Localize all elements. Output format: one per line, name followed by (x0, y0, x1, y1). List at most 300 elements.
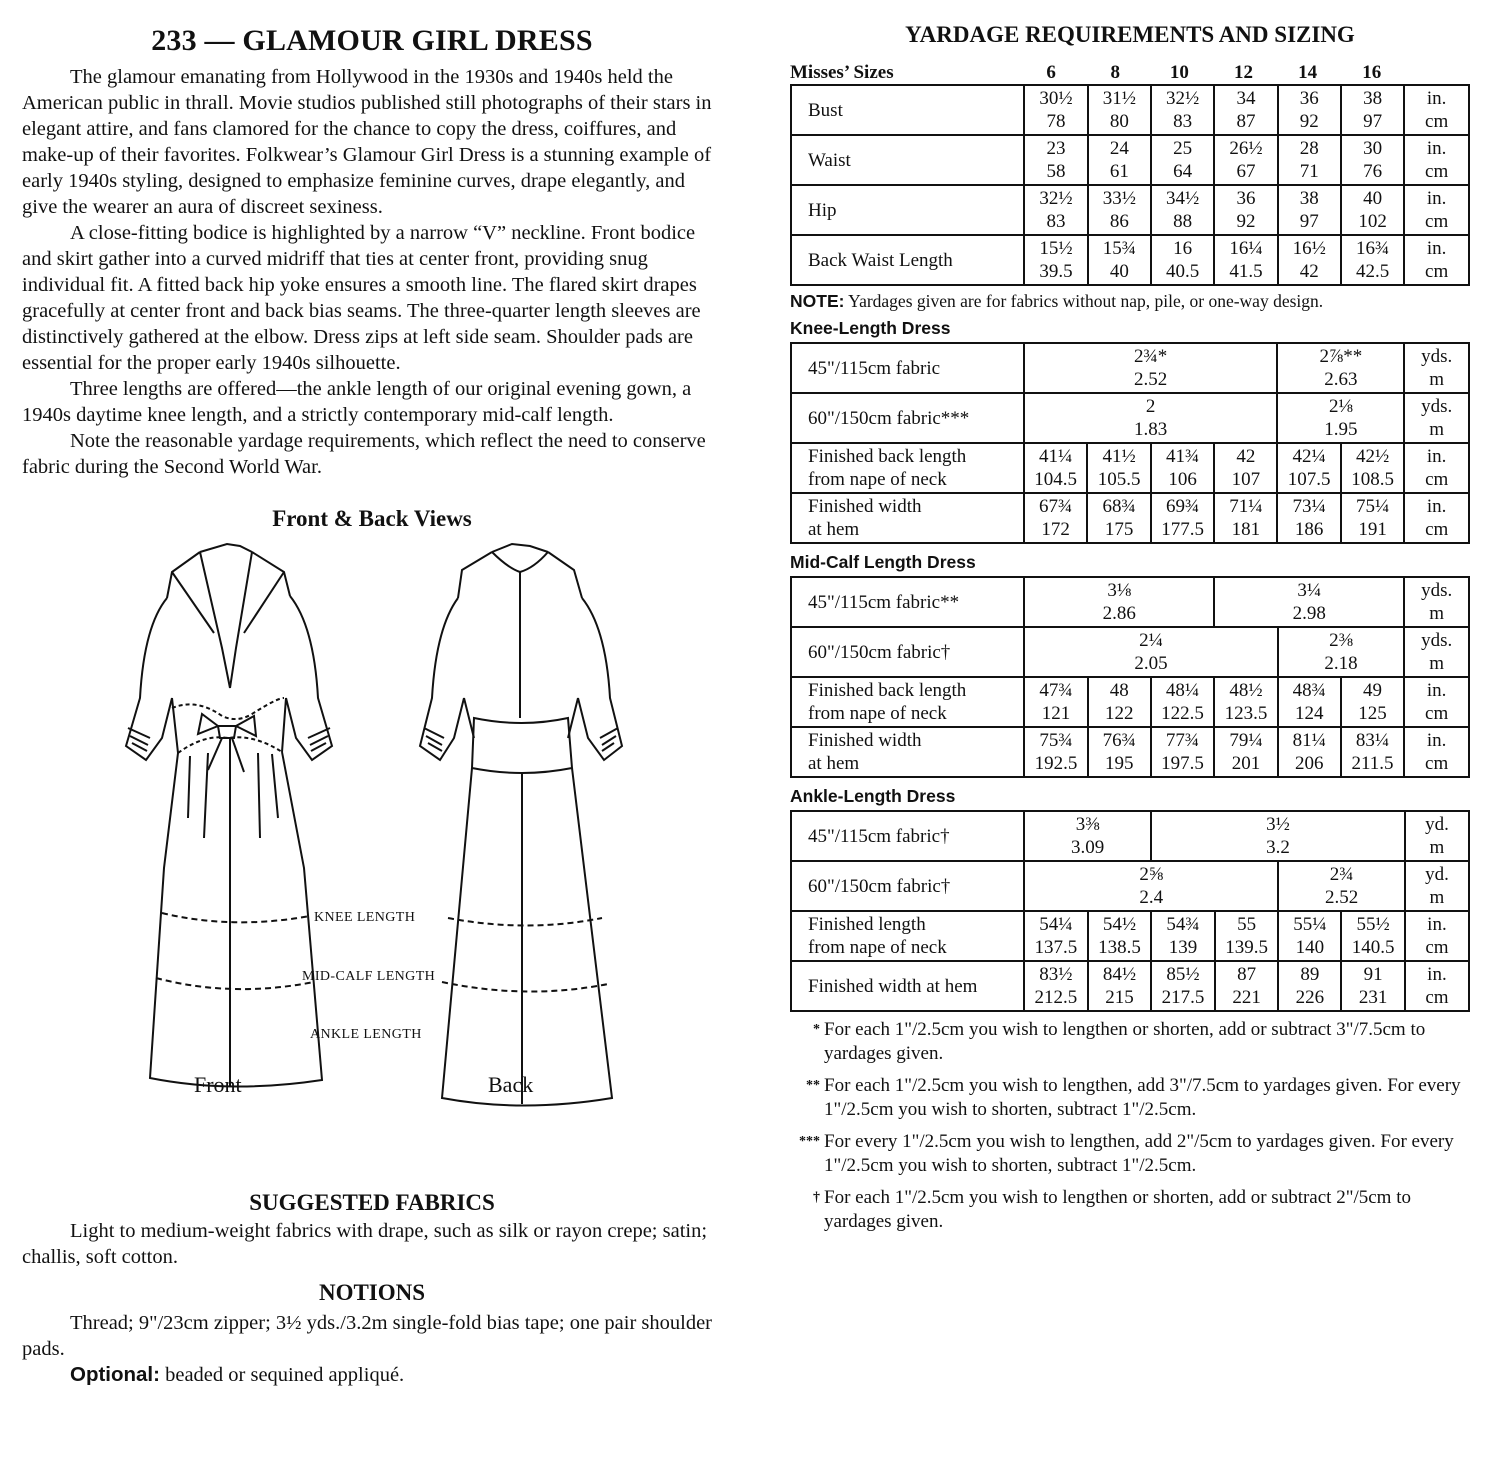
size-value (1024, 235, 1087, 285)
size-value (1151, 493, 1215, 543)
value-line-2: 88 (1173, 211, 1193, 232)
size-value (1278, 235, 1341, 285)
footnote-mark: † (813, 1190, 820, 1205)
size-value (1088, 677, 1151, 727)
size-value (1278, 727, 1341, 777)
size-value (1341, 235, 1404, 285)
right-column (790, 20, 1470, 1242)
size-value (1278, 185, 1341, 235)
value-line-2: cm (1425, 469, 1449, 490)
value-line-2: 105.5 (1097, 469, 1141, 490)
value-line-2: cm (1425, 111, 1449, 132)
row-label: Hip (791, 185, 1024, 235)
value-line-2: cm (1425, 703, 1449, 724)
size-value (1088, 911, 1152, 961)
size-header: 10 (1169, 62, 1189, 83)
measurement-row (791, 85, 1469, 135)
value-line-2: 61 (1109, 161, 1129, 182)
value-line-1: 36 (1299, 88, 1319, 109)
value-line-2: 39.5 (1039, 261, 1073, 282)
value-line-2: 104.5 (1034, 469, 1077, 490)
value-line-2: 139.5 (1225, 937, 1268, 958)
value-line-1: 67¾ (1038, 496, 1073, 517)
value-line-2: 97 (1363, 111, 1383, 132)
value-line-2: 2.4 (1139, 887, 1164, 908)
value-line-2: 108.5 (1351, 469, 1394, 490)
size-value (1277, 493, 1341, 543)
value-line-1: 3½ (1266, 814, 1290, 835)
value-line-2: 83 (1046, 211, 1066, 232)
value-line-1: 89 (1300, 964, 1320, 985)
value-line-2: 42.5 (1355, 261, 1390, 282)
size-value (1024, 493, 1088, 543)
value-line-2: 102 (1358, 211, 1387, 232)
value-line-1: 3¼ (1297, 580, 1322, 601)
value-line-1: in. (1426, 446, 1447, 467)
unit-label (1404, 627, 1469, 677)
value-line-2: 78 (1046, 111, 1066, 132)
size-header: 14 (1298, 62, 1318, 83)
value-line-2: 138.5 (1098, 937, 1141, 958)
value-line-2: m (1429, 603, 1445, 624)
value-line-2: 139 (1168, 937, 1198, 958)
value-line-2: 121 (1041, 703, 1071, 724)
size-value (1341, 85, 1404, 135)
description-paragraph: Note the reasonable yardage requirements, which reflect the need to conserve fabric during the Second World War. (22, 430, 706, 478)
size-value (1151, 85, 1214, 135)
value-line-2: 181 (1231, 519, 1261, 540)
value-line-1: 2⅜ (1329, 630, 1353, 651)
unit-label (1404, 677, 1469, 727)
size-value (1341, 185, 1404, 235)
value-line-2: 172 (1041, 519, 1070, 540)
value-line-1: 2¾* (1133, 346, 1168, 367)
knee-length-table (790, 342, 1470, 544)
fabric-label: 45"/115cm fabric** (791, 577, 1024, 627)
size-value (1087, 443, 1151, 493)
value-line-2: cm (1425, 211, 1449, 232)
footnote-mark: ** (806, 1078, 820, 1093)
yardage-value (1277, 343, 1404, 393)
value-line-2: 2.52 (1133, 369, 1168, 390)
row-label (791, 493, 1024, 543)
unit-label (1404, 235, 1469, 285)
size-value (1214, 135, 1277, 185)
value-line-1: 38 (1363, 88, 1383, 109)
value-line-2: 140 (1295, 937, 1325, 958)
row-label: Back Waist Length (791, 235, 1024, 285)
value-line-2: 41.5 (1229, 261, 1263, 282)
note-label: NOTE: (790, 291, 845, 311)
size-value (1341, 443, 1405, 493)
value-line-2: 58 (1046, 161, 1066, 182)
value-line-1: Finished length (808, 914, 926, 935)
size-value (1088, 85, 1151, 135)
value-line-2: 71 (1299, 161, 1319, 182)
value-line-1: 2¼ (1139, 630, 1163, 651)
unit-label (1404, 343, 1469, 393)
unit-label (1404, 493, 1469, 543)
size-value (1151, 235, 1214, 285)
value-line-2: 42 (1299, 261, 1319, 282)
size-value (1024, 443, 1088, 493)
value-line-1: 16¾ (1355, 238, 1390, 259)
description-paragraph: The glamour emanating from Hollywood in the 1930s and 1940s held the American public in thrall. Movie studios published still photographs of their stars in elegant attire, and fans clamored for the chance to copy the dress, coiffures, and make-up of their favorites. Folkwear’s Glamour Girl Dress is a stunning example of early 1940s styling, designed to emphasize feminine curves, drape elegantly, and give the wearer an aura of discreet sexiness. (22, 66, 712, 218)
value-line-1: in. (1426, 188, 1447, 209)
value-line-1: 76¾ (1102, 730, 1136, 751)
measurement-row (791, 135, 1469, 185)
measurement-row (791, 185, 1469, 235)
row-label: Bust (791, 85, 1024, 135)
footnote-text: For each 1"/2.5cm you wish to lengthen, add 3"/7.5cm to yardages given. For every 1"/2.5cm you wish to shorten, subtract 1"/2.5cm. (824, 1075, 1461, 1120)
value-line-2: 107 (1231, 469, 1261, 490)
value-line-2: 212.5 (1034, 987, 1078, 1008)
value-line-1: 25 (1173, 138, 1193, 159)
value-line-1: 2⅛ (1328, 396, 1353, 417)
fabric-row (791, 343, 1469, 393)
value-line-2: 1.83 (1133, 419, 1168, 440)
value-line-2: 123.5 (1224, 703, 1268, 724)
value-line-1: yds. (1421, 396, 1453, 417)
value-line-2: cm (1425, 519, 1449, 540)
value-line-1: 73¼ (1292, 496, 1326, 517)
value-line-2: 64 (1173, 161, 1193, 182)
value-line-1: Finished back length (808, 446, 967, 467)
value-line-1: yd. (1425, 864, 1449, 885)
size-value (1341, 911, 1405, 961)
value-line-1: in. (1426, 730, 1447, 751)
value-line-1: yds. (1421, 580, 1453, 601)
fabric-row (791, 811, 1469, 861)
measurement-row (791, 911, 1469, 961)
value-line-1: 91 (1363, 964, 1383, 985)
value-line-1: 28 (1299, 138, 1319, 159)
row-label (791, 911, 1024, 961)
optional-label: Optional: (70, 1363, 160, 1386)
value-line-1: 3⅜ (1075, 814, 1100, 835)
yardage-value (1277, 393, 1404, 443)
ankle-length-label: ANKLE LENGTH (310, 1027, 422, 1042)
value-line-2: m (1429, 419, 1445, 440)
footnote-text: For every 1"/2.5cm you wish to lengthen, add 2"/5cm to yardages given. For every 1"/2.5cm you wish to shorten, subtract 1"/2.5cm. (824, 1131, 1454, 1176)
value-line-1: 2 (1145, 396, 1156, 417)
fabric-label: 45"/115cm fabric (791, 343, 1024, 393)
size-value (1024, 727, 1088, 777)
value-line-1: 69¾ (1166, 496, 1200, 517)
unit-label (1405, 811, 1469, 861)
value-line-2: cm (1425, 987, 1449, 1008)
views-heading: Front & Back Views (272, 506, 472, 531)
size-value (1024, 911, 1088, 961)
measurement-row (791, 443, 1469, 493)
value-line-1: 2⅞** (1319, 346, 1363, 367)
value-line-2: 206 (1295, 753, 1324, 774)
description (22, 64, 722, 480)
size-header: 16 (1362, 62, 1382, 83)
sizes-label: Misses’ Sizes (790, 62, 894, 83)
value-line-1: in. (1426, 680, 1447, 701)
unit-label (1404, 577, 1469, 627)
size-value (1088, 961, 1152, 1011)
yardage-value (1024, 393, 1277, 443)
value-line-2: 122 (1104, 703, 1134, 724)
sizes-header-row (790, 62, 1470, 84)
body-measurements-table (790, 62, 1470, 84)
size-value (1277, 443, 1341, 493)
fabrics-text: Light to medium-weight fabrics with drape, such as silk or rayon crepe; satin; challis, soft cotton. (22, 1220, 708, 1268)
mid-calf-length-label: MID-CALF LENGTH (302, 969, 436, 984)
value-line-2: 217.5 (1161, 987, 1205, 1008)
value-line-1: 23 (1046, 138, 1066, 159)
value-line-2: 3.09 (1071, 837, 1105, 858)
size-value (1151, 727, 1215, 777)
value-line-2: 211.5 (1351, 753, 1394, 774)
value-line-2: 195 (1104, 753, 1134, 774)
value-line-1: 2⅝ (1139, 864, 1164, 885)
unit-label (1405, 911, 1469, 961)
value-line-1: 55 (1237, 914, 1257, 935)
value-line-1: 34 (1236, 88, 1256, 109)
value-line-2: 221 (1232, 987, 1261, 1008)
value-line-2: m (1429, 887, 1445, 908)
value-line-2: 192.5 (1034, 753, 1078, 774)
value-line-1: 26½ (1229, 138, 1263, 159)
value-line-1: 48¼ (1165, 680, 1200, 701)
yardage-value (1024, 627, 1278, 677)
note-text: Yardages given are for fabrics without nap, pile, or one-way design. (844, 291, 1324, 311)
footnotes (790, 1018, 1470, 1234)
value-line-1: 49 (1363, 680, 1383, 701)
yardage-value (1024, 811, 1151, 861)
front-caption: Front (194, 1072, 242, 1097)
measurement-row (791, 493, 1469, 543)
size-header: 6 (1046, 62, 1056, 83)
size-value (1214, 493, 1277, 543)
measurement-row (791, 677, 1469, 727)
value-line-2: 40 (1109, 261, 1129, 282)
yardage-value (1024, 343, 1277, 393)
value-line-1: 24 (1109, 138, 1129, 159)
size-value (1341, 677, 1405, 727)
value-line-1: Finished back length (808, 680, 967, 701)
row-label (791, 677, 1024, 727)
row-label: Finished width at hem (791, 961, 1024, 1011)
fabrics-heading: SUGGESTED FABRICS (249, 1190, 495, 1215)
value-line-2: 140.5 (1351, 937, 1395, 958)
size-value (1341, 135, 1404, 185)
value-line-2: 1.95 (1324, 419, 1358, 440)
size-value (1151, 135, 1214, 185)
size-value (1088, 135, 1151, 185)
size-value (1214, 443, 1277, 493)
value-line-2: 2.52 (1325, 887, 1359, 908)
front-dress-drawing (126, 544, 332, 1087)
description-paragraph: A close-fitting bodice is highlighted by a narrow “V” neckline. Front bodice and skirt gather into a curved midriff that ties at center front, providing snug individual fit. A fitted back hip yoke ensures a smooth line. The flared skirt drapes gracefully at center front and back bias seams. The three-quarter length sleeves are distinctively gathered at the elbow. Dress zips at left side seam. Shoulder pads are essential for the proper early 1940s silhouette. (22, 222, 701, 374)
value-line-1: 55¼ (1293, 914, 1327, 935)
size-value (1088, 727, 1151, 777)
value-line-1: 40 (1363, 188, 1383, 209)
size-value (1024, 677, 1088, 727)
value-line-1: 41½ (1102, 446, 1136, 467)
value-line-1: 38 (1299, 188, 1319, 209)
unit-label (1405, 861, 1469, 911)
unit-label (1404, 727, 1469, 777)
size-value (1214, 235, 1277, 285)
value-line-1: 42 (1236, 446, 1256, 467)
value-line-2: 2.18 (1324, 653, 1358, 674)
value-line-1: 16¼ (1229, 238, 1263, 259)
value-line-1: 84½ (1102, 964, 1137, 985)
size-value (1151, 911, 1215, 961)
value-line-2: 40.5 (1166, 261, 1200, 282)
size-value (1278, 85, 1341, 135)
value-line-1: 41¾ (1166, 446, 1200, 467)
unit-label (1404, 135, 1469, 185)
value-line-1: 48 (1109, 680, 1129, 701)
unit-label (1404, 185, 1469, 235)
value-line-1: Finished width (808, 730, 922, 751)
fabric-row (791, 861, 1469, 911)
value-line-1: 3⅛ (1107, 580, 1132, 601)
value-line-2: 122.5 (1161, 703, 1204, 724)
size-value (1024, 135, 1087, 185)
mid-calf-table (790, 576, 1470, 778)
value-line-1: 15¾ (1102, 238, 1136, 259)
value-line-2: m (1429, 837, 1445, 858)
value-line-1: 77¾ (1165, 730, 1200, 751)
value-line-1: in. (1426, 88, 1447, 109)
fabric-label: 45"/115cm fabric† (791, 811, 1024, 861)
value-line-2: 2.98 (1292, 603, 1326, 624)
value-line-2: 87 (1236, 111, 1256, 132)
value-line-1: 75¾ (1039, 730, 1073, 751)
fabric-label: 60"/150cm fabric*** (791, 393, 1024, 443)
value-line-2: 76 (1363, 161, 1383, 182)
value-line-1: yds. (1421, 346, 1453, 367)
value-line-1: 81¼ (1292, 730, 1326, 751)
footnote (790, 1074, 1470, 1122)
value-line-2: cm (1425, 161, 1449, 182)
value-line-1: in. (1426, 238, 1447, 259)
fabric-label: 60"/150cm fabric† (791, 861, 1024, 911)
value-line-2: m (1429, 369, 1445, 390)
value-line-2: cm (1425, 261, 1449, 282)
value-line-2: 197.5 (1161, 753, 1204, 774)
value-line-2: 97 (1299, 211, 1319, 232)
size-value (1151, 443, 1215, 493)
left-column (22, 20, 722, 1388)
value-line-1: 54¼ (1039, 914, 1073, 935)
value-line-1: 54¾ (1166, 914, 1200, 935)
size-value (1151, 961, 1215, 1011)
size-value (1024, 85, 1087, 135)
value-line-2: 201 (1231, 753, 1261, 774)
fabrics-section (22, 1218, 722, 1270)
value-line-2: 2.05 (1134, 653, 1168, 674)
yardage-note (790, 291, 1470, 312)
measurement-row (791, 961, 1469, 1011)
measurement-row (791, 727, 1469, 777)
value-line-2: 226 (1295, 987, 1325, 1008)
size-value (1215, 961, 1279, 1011)
value-line-1: 48¾ (1292, 680, 1326, 701)
footnote-mark: *** (799, 1134, 820, 1149)
value-line-1: 33½ (1102, 188, 1136, 209)
value-line-1: 54½ (1102, 914, 1137, 935)
value-line-2: at hem (808, 753, 860, 774)
yardage-value (1214, 577, 1404, 627)
value-line-1: 87 (1237, 964, 1257, 985)
fabric-label: 60"/150cm fabric† (791, 627, 1024, 677)
fabric-row (791, 577, 1469, 627)
knee-heading: Knee-Length Dress (790, 318, 951, 338)
value-line-1: 34½ (1166, 188, 1200, 209)
value-line-2: from nape of neck (808, 469, 947, 490)
value-line-1: 31½ (1102, 88, 1136, 109)
value-line-2: 106 (1168, 469, 1197, 490)
value-line-2: from nape of neck (808, 703, 947, 724)
value-line-1: 47¾ (1039, 680, 1073, 701)
value-line-2: 231 (1358, 987, 1388, 1008)
value-line-2: 2.63 (1324, 369, 1358, 390)
size-value (1278, 961, 1341, 1011)
size-value (1341, 961, 1405, 1011)
unit-label (1405, 961, 1469, 1011)
yardage-value (1024, 861, 1278, 911)
yardage-value (1278, 627, 1404, 677)
value-line-1: in. (1426, 496, 1447, 517)
value-line-2: 67 (1236, 161, 1256, 182)
size-value (1024, 961, 1088, 1011)
value-line-2: 215 (1105, 987, 1134, 1008)
value-line-1: 48½ (1229, 680, 1263, 701)
notions-heading: NOTIONS (318, 1280, 426, 1305)
value-line-1: 2¾ (1329, 864, 1354, 885)
measurements-grid (790, 84, 1470, 286)
footnote (790, 1130, 1470, 1178)
row-label (791, 443, 1024, 493)
value-line-1: 42½ (1355, 446, 1390, 467)
value-line-1: yd. (1425, 814, 1449, 835)
yardage-value (1278, 861, 1404, 911)
size-value (1278, 135, 1341, 185)
value-line-1: in. (1427, 914, 1447, 935)
value-line-2: 124 (1295, 703, 1324, 724)
back-dress-drawing (420, 544, 622, 1106)
value-line-1: Finished width (808, 496, 922, 517)
value-line-1: 55½ (1356, 914, 1390, 935)
value-line-2: from nape of neck (808, 937, 947, 958)
ankle-length-table (790, 810, 1470, 1012)
value-line-1: 68¾ (1102, 496, 1136, 517)
value-line-1: 79¼ (1229, 730, 1263, 751)
value-line-1: 32½ (1039, 188, 1073, 209)
value-line-1: 42¼ (1292, 446, 1326, 467)
size-value (1214, 185, 1277, 235)
back-caption: Back (488, 1072, 534, 1097)
value-line-1: 83½ (1039, 964, 1073, 985)
value-line-2: 92 (1299, 111, 1319, 132)
size-value (1088, 235, 1151, 285)
value-line-2: m (1429, 653, 1445, 674)
value-line-1: 41¼ (1038, 446, 1073, 467)
notions-text: Thread; 9"/23cm zipper; 3½ yds./3.2m single-fold bias tape; one pair shoulder pads. (22, 1312, 713, 1360)
notions-section (22, 1310, 722, 1388)
value-line-2: 175 (1104, 519, 1134, 540)
value-line-2: 92 (1236, 211, 1256, 232)
value-line-2: 86 (1109, 211, 1129, 232)
fabric-row (791, 393, 1469, 443)
